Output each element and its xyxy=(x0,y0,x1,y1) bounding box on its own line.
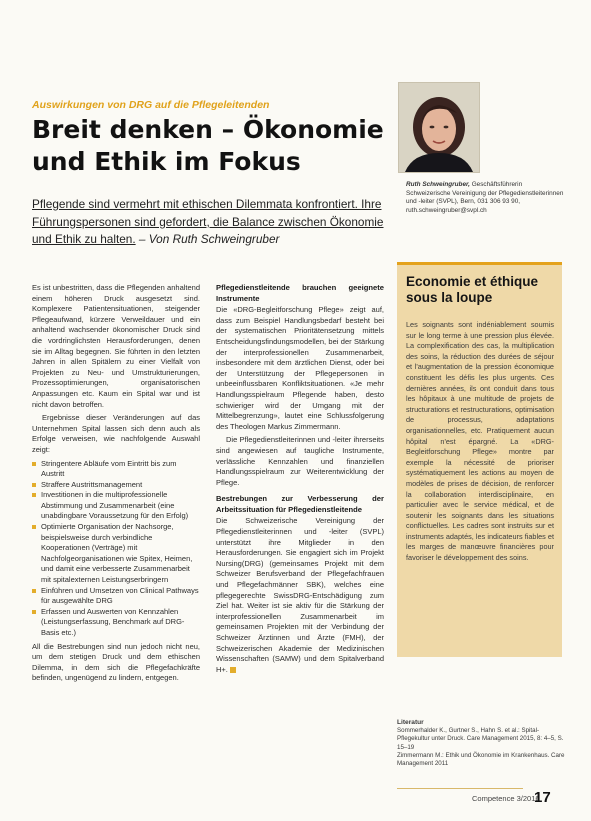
caption-name: Ruth Schweingruber, xyxy=(406,181,470,188)
list-item xyxy=(32,586,200,607)
reference-item: Zimmermann M.: Ethik und Ökonomie im Krankenhaus. Care Management 2011 xyxy=(397,751,565,768)
page-number: 17 xyxy=(534,789,551,806)
section-heading: Bestrebungen zur Verbesserung der Arbeitssituation für Pflegedienstleitende xyxy=(216,494,384,514)
end-square-icon xyxy=(230,667,236,673)
french-summary-box xyxy=(397,262,562,657)
list-item xyxy=(32,459,200,480)
list-item-text: Optimierte Organisation der Nachsorge, beispielsweise durch verbindliche Kooperationen (Verträge) mit Nachfolgeorganisationen wie Spitex, Heimen, und damit eine verbesserte Zusammenarbeit mit spitalexternen Leistungserbringern xyxy=(41,522,193,585)
list-item-text: Straffere Austrittsmanagement xyxy=(41,479,143,489)
footer-rule xyxy=(397,788,523,789)
body-paragraph: Die Pflegedienstleiterinnen und -leiter ihrerseits sind angewiesen auf taugliche Instrumente, verlässliche Kennzahlen und finanziellen Handlungsspielraum zur Weiterentwicklung der Pflege. xyxy=(216,435,384,487)
caption-text: Geschäftsführerin Schweizerische Vereinigung der Pflegedienstleiterinnen und -leiter (SVPL), Bern, 031 306 93 90, ruth.schweingruber@svpl.ch xyxy=(406,181,564,214)
list-item-text: Stringentere Abläufe vom Eintritt bis zum Austritt xyxy=(41,458,177,479)
journal-name: Competence 3/2016 xyxy=(472,794,540,803)
body-paragraph: Es ist unbestritten, dass die Pflegenden anhaltend einem höheren Druck ausgesetzt sind. Komplexere Patientensituationen, steigender Pflegeaufwand, kürzere Verweildauer und ein anhaltend wachsender ökonomischer Druck sind die vordringlichsten Herausforderungen, denen sie im Alltag begegnen. Sie führten in den letzten Jahren in allen Spitälern zu einer Vielfalt von Projekten zu Neu- und Umstrukturierungen, Prozessoptimierungen, organisatorischen Anpassungen etc. Kaum ein Spital war und ist nicht davon betroffen. xyxy=(32,283,200,409)
bullet-square-icon xyxy=(32,462,36,466)
bullet-square-icon xyxy=(32,493,36,497)
references xyxy=(397,719,565,768)
list-item xyxy=(32,480,200,491)
list-item-text: Investitionen in die multiprofessionelle Abstimmung und Zusammenarbeit (eine unabdingbare Voraussetzung für den Erfolg) xyxy=(41,490,189,521)
list-item-text: Einführen und Umsetzen von Clinical Pathways für ausgewählte DRG xyxy=(41,585,199,606)
body-paragraph: All die Bestrebungen sind nun jedoch nicht neu, um dem stetigen Druck und dem ethischen Dilemma, in dem sich die Pflegefachkräfte befinden, ungenügend zu lindern, entgegen. xyxy=(32,641,200,683)
body-paragraph xyxy=(216,516,384,675)
article-kicker: Auswirkungen von DRG auf die Pflegeleitenden xyxy=(32,99,270,111)
body-column-2 xyxy=(216,283,384,678)
article-title: Breit denken – Ökonomie und Ethik im Fokus xyxy=(32,115,384,176)
references-list xyxy=(397,727,565,768)
bullet-square-icon xyxy=(32,483,36,487)
body-paragraph-text: Die Schweizerische Vereinigung der Pflegedienstleiterinnen und -leiter (SVPL) unterstützt ihre Mitglieder in den Herausforderungen. Sie engagiert sich im Projekt Nursing(DRG) (gemeinsames Projekt mit dem Schweizer Berufsverband der Pflegefachfrauen und Pflegefachmänner SBK), welches eine pflegegerechte SwissDRG-Entschädigung zum Ziel hat. Weiter ist sie aktiv für die Stärkung der interprofessionellen Zusammenarbeit im gemeinsamen Projekten mit der Verbindung der Schweizer Ärztinnen und Ärzte (FMH), der Schweizerischen Akademie der Medizinischen Wissenschaften (SAMW) und dem Spitalverband H+. xyxy=(216,516,384,674)
list-item-text: Erfassen und Auswerten von Kennzahlen (Leistungserfassung, Benchmark auf DRG-Basis etc.) xyxy=(41,606,185,637)
lead-byline: – Von Ruth Schweingruber xyxy=(135,232,280,246)
author-photo-illustration xyxy=(399,83,479,172)
reference-item: Sommerhalder K., Gurtner S., Hahn S. et al.: Spital-Pflegekultur unter Druck. Care Management 2015, 8: 4–5, S. 15–19 xyxy=(397,727,564,751)
body-column-1 xyxy=(32,283,200,687)
section-heading: Pflegedienstleitende brauchen geeignete Instrumente xyxy=(216,283,384,303)
lead-text: Pflegende sind vermehrt mit ethischen Dilemmata konfrontiert. Ihre Führungspersonen sind gefordert, die Balance zwischen Ökonomie und Ethik zu halten. xyxy=(32,197,384,246)
list-item xyxy=(32,607,200,639)
photo-caption xyxy=(406,181,566,215)
list-item xyxy=(32,490,200,522)
references-label: Literatur xyxy=(397,719,424,726)
list-item xyxy=(32,522,200,586)
article-lead xyxy=(32,196,384,249)
body-paragraph: Ergebnisse dieser Veränderungen auf das Unternehmen Spital lassen sich denn auch als Erfolge verweisen, wie nachfolgende Auswahl zeigt: xyxy=(32,413,200,454)
bullet-square-icon xyxy=(32,589,36,593)
sidebar-accent-rule xyxy=(397,262,562,265)
sidebar-title: Economie et éthique sous la loupe xyxy=(406,274,539,305)
sidebar-text: Les soignants sont indéniablement soumis sur le long terme à une pression plus élevée. La complexification des cas, la multiplication des soins, la réduction des durées de séjour et l'augmentation de la pression économique constituent les défis les plus urgents. Ces dernières années, ils ont conduit dans tous les hôpitaux à une multitude de projets de structurations et restructurations, optimisation de processus, adaptations organisationnelles, etc. Pratiquement aucun hôpital n'est épargné. La «DRG-Begleitforschung Pflege» montre par exemple la nécessité de prioriser systématiquement les actions au moyen de modèles de prises de décision, de renforcer la collaboration interdisciplinaire, en particulier avec le service médical, et de soutenir les soignants dans les situations conflictuelles. Les cadres sont instruits sur et instruments adaptés, les indicateurs fiables et les marges de manœuvre financières pour favoriser le développement des soins. xyxy=(406,320,554,563)
bullet-square-icon xyxy=(32,610,36,614)
body-paragraph: Die «DRG-Begleitforschung Pflege» zeigt auf, dass zum Beispiel Handlungsbedarf besteht bei der systematischen Prioritätensetzung mittels Entscheidungsfindungsmodellen, bei der Stärkung der interprofessionellen Zusammenarbeit, insbesondere mit dem ärztlichen Dienst, oder bei der Unterstützung der Pflegepersonen in unbeeinflussbaren Konfliktsituationen. «Je mehr Handlungsspielraum Pflegende haben, desto schwieriger wird der Umgang mit der Mittelbegrenzung», lautet eine Schlussfolgerung des Theologen Markus Zimmermann. xyxy=(216,305,384,431)
bullet-square-icon xyxy=(32,525,36,529)
bullet-list xyxy=(32,459,200,639)
author-portrait xyxy=(398,82,480,173)
